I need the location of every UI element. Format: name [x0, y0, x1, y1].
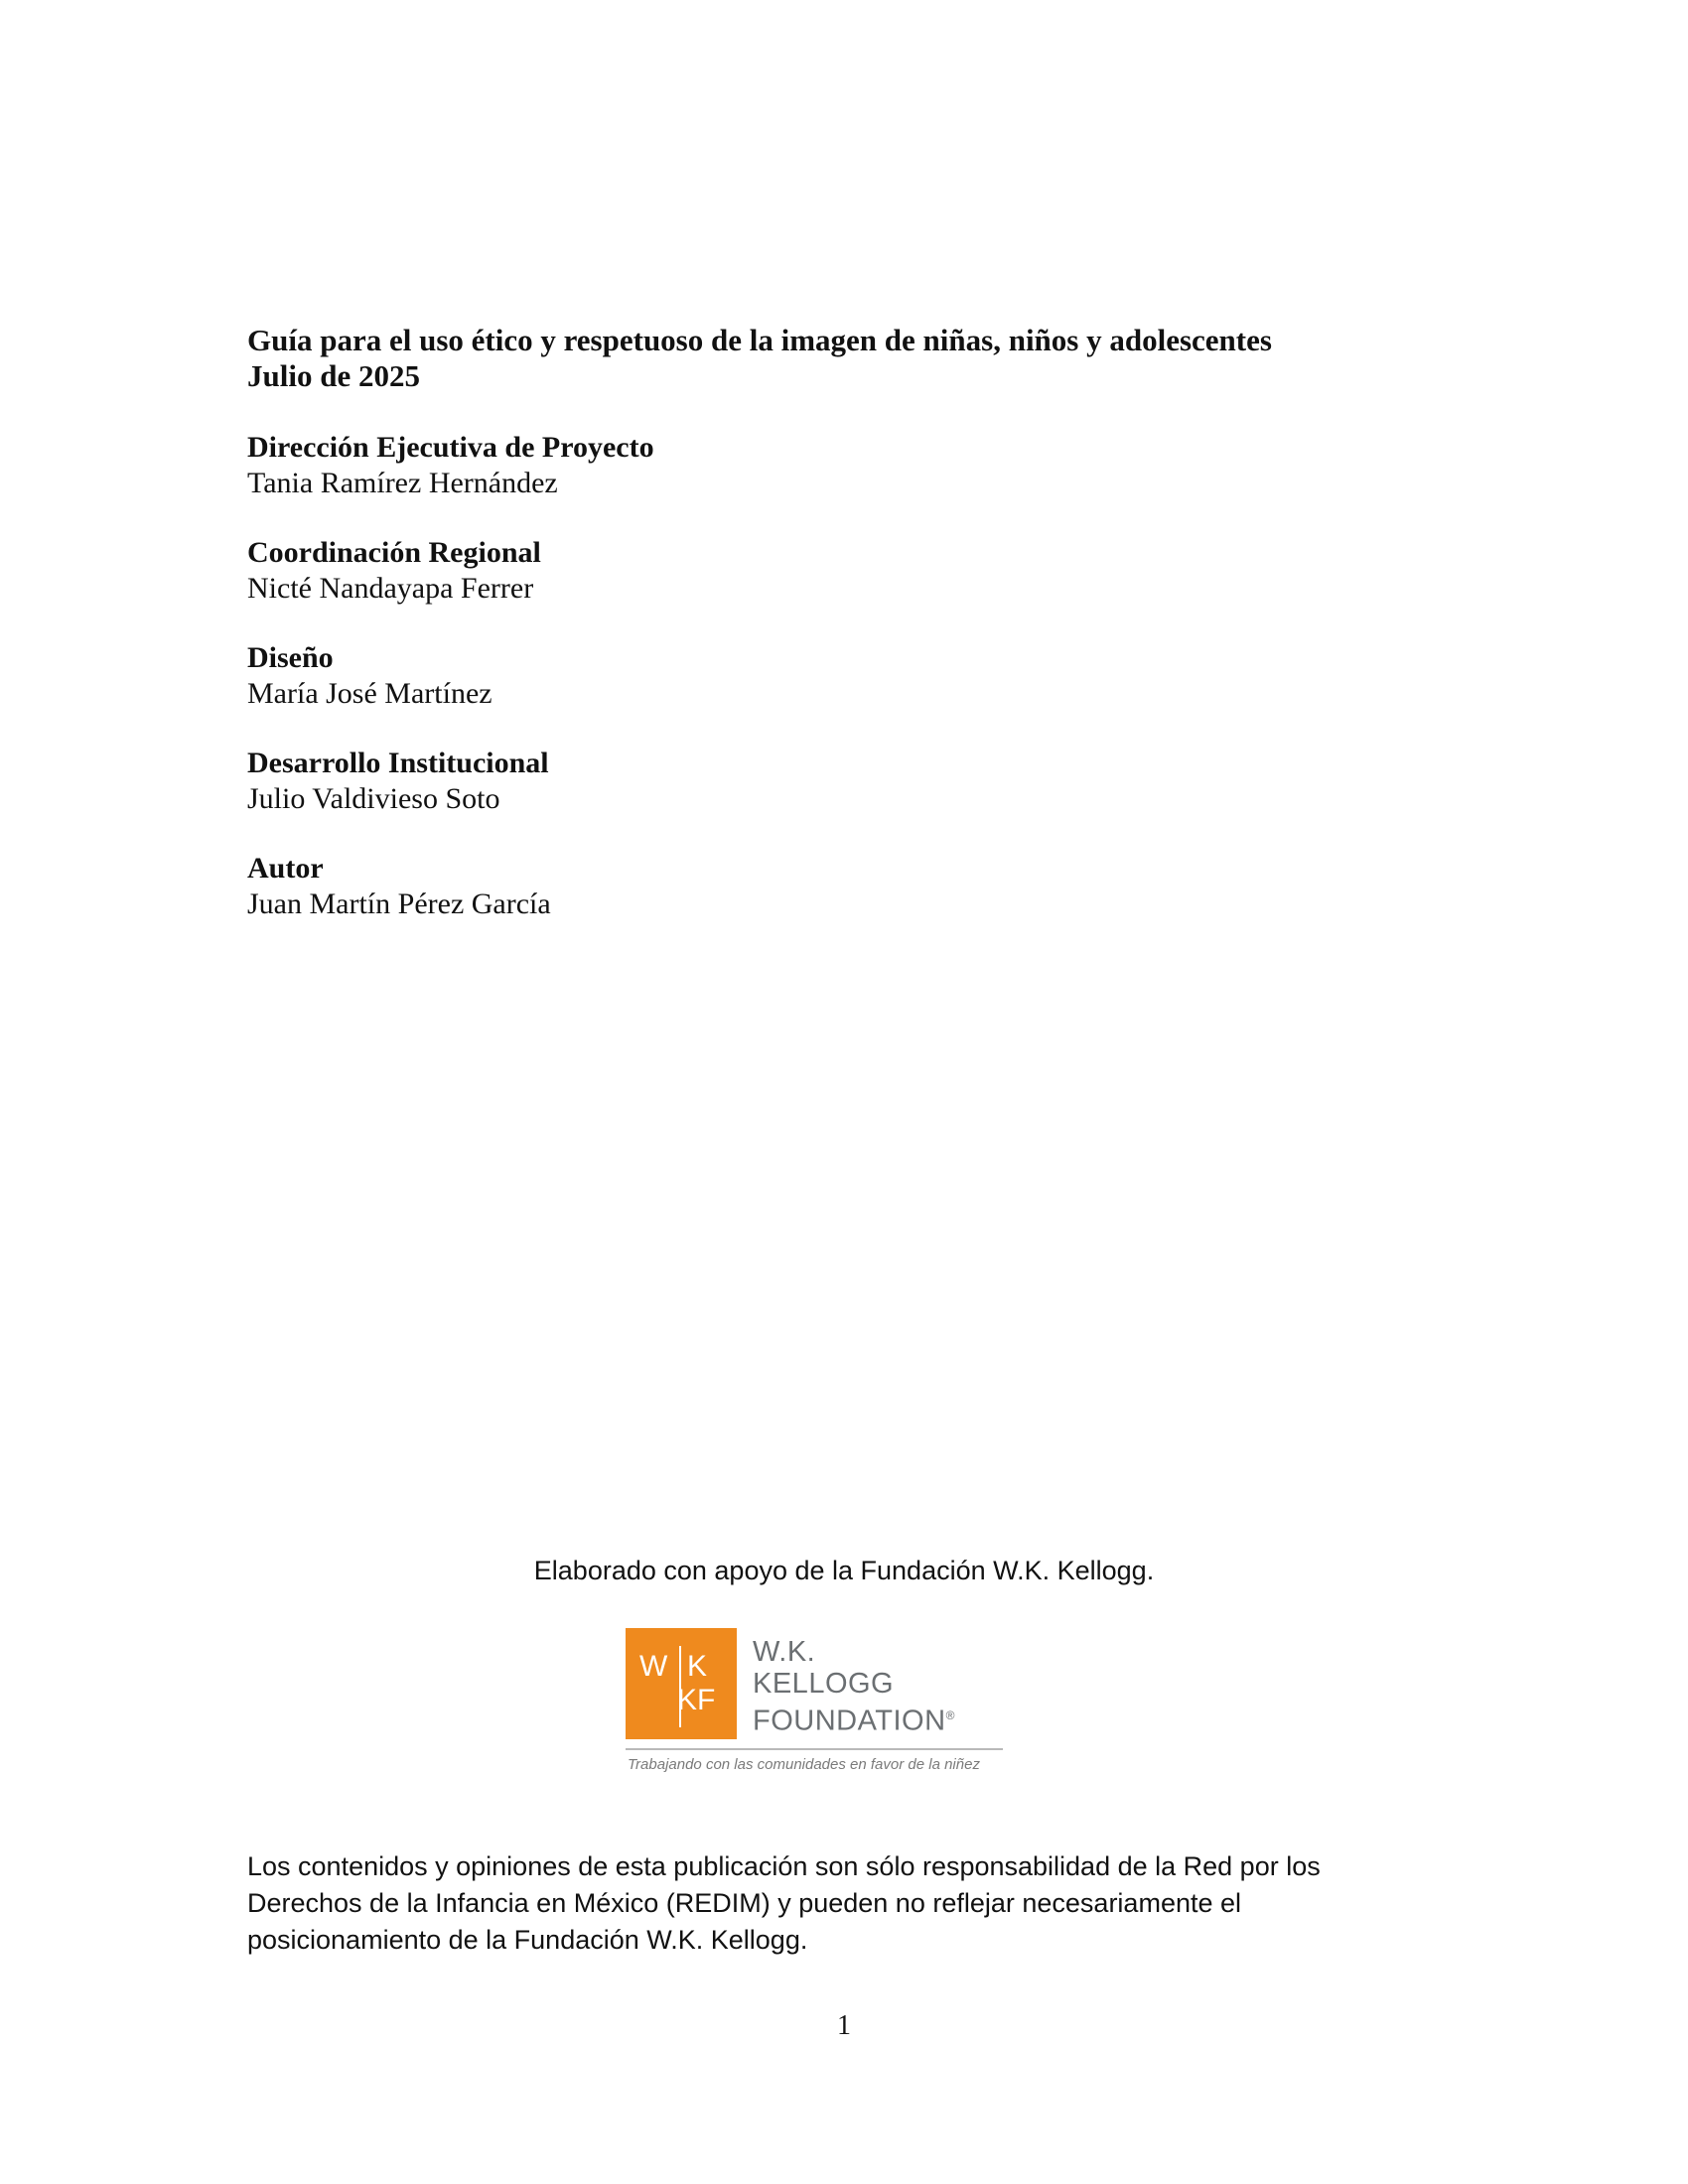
logo-line-2: KELLOGG — [753, 1668, 895, 1700]
credit-role: Coordinación Regional — [247, 536, 541, 569]
svg-text:W: W — [639, 1650, 669, 1683]
credit-name: Juan Martín Pérez García — [247, 887, 551, 920]
svg-text:K: K — [687, 1650, 708, 1683]
title-block — [247, 323, 1439, 394]
logo-mark — [626, 1628, 737, 1739]
logo-line-3-text: FOUNDATION — [753, 1705, 946, 1737]
disclaimer — [247, 1848, 1389, 1959]
credit-role: Dirección Ejecutiva de Proyecto — [247, 431, 654, 464]
credit-role: Diseño — [247, 641, 334, 674]
credit-entry — [247, 746, 1240, 817]
credits-list — [247, 430, 1240, 956]
logo-line-3 — [753, 1700, 955, 1737]
registered-mark: ® — [945, 1708, 955, 1722]
logo-tagline: Trabajando con las comunidades en favor de la niñez — [628, 1756, 980, 1773]
document-title: Guía para el uso ético y respetuoso de la imagen de niñas, niños y adolescentes — [247, 323, 1272, 357]
disclaimer-line: Derechos de la Infancia en México (REDIM) y pueden no reflejar necesariamente el — [247, 1888, 1242, 1918]
svg-text:KF: KF — [677, 1684, 716, 1716]
disclaimer-line: posicionamiento de la Fundación W.K. Kellogg. — [247, 1925, 808, 1955]
kellogg-foundation-logo — [626, 1628, 1003, 1782]
support-statement: Elaborado con apoyo de la Fundación W.K. Kellogg. — [533, 1556, 1155, 1585]
logo-wordmark — [753, 1636, 955, 1737]
document-date: Julio de 2025 — [247, 358, 420, 393]
credit-name: Tania Ramírez Hernández — [247, 467, 558, 499]
credit-entry — [247, 851, 1240, 922]
credit-name: Julio Valdivieso Soto — [247, 782, 500, 815]
credit-entry — [247, 535, 1240, 607]
logo-line-1: W.K. — [753, 1636, 816, 1668]
wkkf-monogram-icon — [626, 1628, 737, 1739]
credit-role: Autor — [247, 852, 324, 885]
credit-name: María José Martínez — [247, 677, 492, 710]
credit-name: Nicté Nandayapa Ferrer — [247, 572, 534, 605]
logo-divider — [626, 1748, 1003, 1750]
credit-entry — [247, 640, 1240, 712]
credit-entry — [247, 430, 1240, 501]
page-number: 1 — [837, 2010, 851, 2041]
disclaimer-line: Los contenidos y opiniones de esta publicación son sólo responsabilidad de la Red por los — [247, 1851, 1321, 1881]
credit-role: Desarrollo Institucional — [247, 747, 549, 779]
